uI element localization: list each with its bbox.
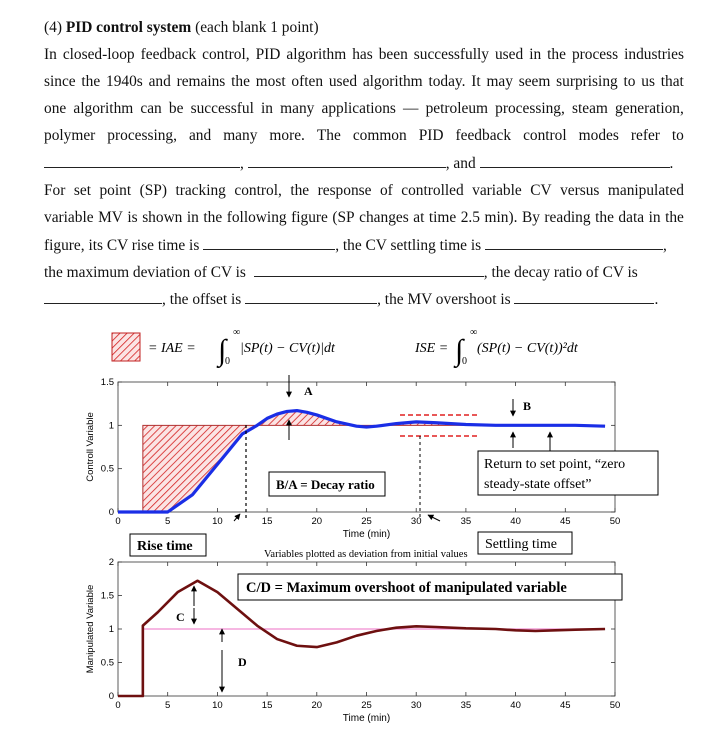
word: the	[595, 209, 614, 226]
settling-time-text: , the CV settling time is	[335, 237, 482, 254]
x-tick-label: 35	[460, 700, 472, 711]
word: applications	[321, 100, 396, 117]
word: remains	[176, 73, 226, 90]
word: refer	[630, 127, 660, 144]
x-tick-label: 40	[510, 516, 521, 527]
mv-overshoot-label: C/D = Maximum overshoot of manipulated variable	[246, 580, 567, 596]
mv-overshoot-text: , the MV overshoot is	[377, 291, 511, 308]
y-tick-label: 0.5	[100, 463, 114, 475]
word: point	[99, 182, 132, 199]
deviation-note: Variables plotted as deviation from initial values	[264, 549, 468, 560]
x-tick-label: 45	[560, 700, 571, 711]
y-tick-label: 0	[108, 507, 114, 518]
y-tick-label: 2	[108, 557, 114, 568]
question-title: PID control system	[65, 19, 192, 36]
word: to	[671, 127, 684, 144]
x-tick-label: 5	[165, 700, 171, 711]
word: steam	[571, 100, 608, 117]
word: tracking	[175, 182, 226, 199]
word: the	[81, 73, 101, 90]
word: surprising	[556, 73, 618, 90]
rise-time-label: Rise time	[137, 539, 193, 554]
word: 2.5	[460, 209, 480, 226]
word: at	[413, 209, 425, 226]
max-deviation-text: the maximum deviation of CV is	[44, 264, 246, 281]
word: the	[665, 209, 684, 226]
word: CV	[530, 182, 552, 199]
x-tick-label: 50	[609, 516, 621, 527]
word: response	[317, 182, 372, 199]
y-tick-label: 1	[108, 420, 114, 432]
x-tick-label: 35	[460, 516, 472, 527]
word: the	[231, 73, 250, 90]
word: In	[44, 46, 57, 63]
y-tick-label: 0.5	[100, 657, 114, 669]
x-tick-label: 10	[212, 516, 223, 527]
x-tick-label: 45	[560, 516, 571, 527]
word: following	[226, 209, 287, 226]
word: us	[641, 73, 655, 90]
word: data	[618, 209, 645, 226]
word: set	[73, 182, 91, 199]
word: control,	[234, 182, 282, 199]
x-tick-label: 10	[212, 700, 223, 711]
word: processing,	[107, 127, 177, 144]
period: .	[654, 291, 659, 308]
word: many	[223, 127, 258, 144]
x-tick-label: 20	[311, 700, 323, 711]
y-tick-label: 1.5	[100, 377, 114, 388]
x-tick-label: 25	[361, 700, 372, 711]
word: processing,	[495, 100, 565, 117]
word: controlled	[401, 182, 464, 199]
and-text: , and	[445, 155, 476, 172]
x-tick-label: 40	[510, 700, 521, 711]
word: common	[352, 127, 407, 144]
iae-label: = IAE =	[148, 341, 196, 356]
word: PID	[418, 127, 444, 144]
word: PID	[255, 46, 281, 63]
period: .	[669, 155, 674, 172]
word: one	[44, 100, 67, 117]
word: since	[44, 73, 76, 90]
x-tick-label: 30	[410, 700, 422, 711]
word: often	[291, 73, 324, 90]
x-tick-label: 15	[261, 516, 273, 527]
word: time	[428, 209, 457, 226]
word: reading	[544, 209, 591, 226]
rise-time-arrow	[234, 514, 240, 521]
return-setpoint-line1: Return to set point, “zero	[484, 457, 626, 472]
iae-integrand: |SP(t) − CV(t)|dt	[240, 341, 335, 356]
comma: ,	[240, 155, 244, 172]
return-setpoint-line2: steady-state offset”	[484, 477, 592, 492]
word: used	[328, 73, 358, 90]
x-axis-label: Time (min)	[342, 529, 391, 540]
x-tick-label: 5	[165, 516, 171, 527]
word: It	[471, 73, 481, 90]
word: By	[521, 209, 540, 226]
word: 1940s	[106, 73, 143, 90]
word: the	[547, 46, 566, 63]
x-tick-label: 50	[609, 700, 621, 711]
label-a: A	[304, 384, 313, 398]
question-note: (each blank 1 point)	[195, 19, 319, 36]
word: The	[316, 127, 341, 144]
word: polymer	[44, 127, 96, 144]
word: variable	[44, 209, 94, 226]
word: be	[168, 100, 184, 117]
word: in	[261, 100, 273, 117]
word: in	[529, 46, 542, 63]
word: and	[188, 127, 212, 144]
word: in	[648, 209, 661, 226]
word: —	[403, 100, 419, 117]
ise-upper-limit: ∞	[470, 327, 478, 338]
word: closed-loop	[62, 46, 135, 63]
y-tick-label: 0	[108, 691, 114, 702]
word: control	[523, 127, 567, 144]
word: (SP	[332, 209, 355, 226]
x-tick-label: 15	[261, 700, 273, 711]
x-tick-label: 30	[410, 516, 422, 527]
word: algorithm	[73, 100, 134, 117]
integral-sign-ise: ∫	[455, 334, 464, 367]
word: and	[148, 73, 171, 90]
word: generation,	[615, 100, 684, 117]
y-tick-label: 1.5	[100, 590, 114, 602]
decay-ratio-label: B/A = Decay ratio	[276, 477, 375, 492]
word: the	[203, 209, 223, 226]
word: in	[186, 209, 199, 226]
word: algorithm	[286, 46, 347, 63]
word: petroleum	[425, 100, 488, 117]
label-d: D	[238, 655, 247, 669]
iae-upper-limit: ∞	[233, 327, 241, 338]
word: feedback	[140, 46, 197, 63]
word: today.	[428, 73, 466, 90]
ise-label: ISE =	[415, 341, 449, 356]
word: feedback	[455, 127, 512, 144]
word: to	[623, 73, 636, 90]
label-c: C	[176, 610, 185, 624]
word: that	[660, 73, 684, 90]
word: used	[494, 46, 524, 63]
y-axis-label: Controll Variable	[85, 412, 96, 482]
word: has	[352, 46, 373, 63]
iae-legend-swatch	[112, 333, 140, 361]
rise-time-text: figure, its CV rise time is	[44, 237, 200, 254]
word: many	[280, 100, 315, 117]
word: of	[379, 182, 393, 199]
word: (SP)	[139, 182, 167, 199]
word: MV	[98, 209, 123, 226]
ise-lower-limit: 0	[462, 356, 467, 367]
word: changes	[359, 209, 409, 226]
word: versus	[560, 182, 600, 199]
x-axis-label: Time (min)	[342, 713, 391, 724]
word: may	[486, 73, 513, 90]
word: shown	[142, 209, 183, 226]
word: the	[290, 182, 310, 199]
word: seem	[518, 73, 551, 90]
settling-time-arrow	[428, 515, 440, 521]
question-number: (4)	[44, 19, 62, 36]
word: process	[571, 46, 619, 63]
word: successful	[190, 100, 254, 117]
word: min).	[484, 209, 518, 226]
word: been	[378, 46, 408, 63]
label-b: B	[523, 399, 532, 413]
word: is	[127, 209, 138, 226]
word: variable	[472, 182, 522, 199]
x-tick-label: 25	[361, 516, 372, 527]
word: control,	[202, 46, 250, 63]
y-axis-label: Manipulated Variable	[85, 584, 96, 674]
settling-time-label: Settling time	[485, 537, 557, 552]
ise-integrand: (SP(t) − CV(t))²dt	[477, 341, 578, 356]
x-tick-label: 0	[115, 700, 121, 711]
word: industries	[624, 46, 684, 63]
word: modes	[578, 127, 619, 144]
y-tick-label: 1	[108, 624, 114, 635]
word: figure	[291, 209, 328, 226]
word: most	[255, 73, 286, 90]
x-tick-label: 0	[115, 516, 121, 527]
word: successfully	[413, 46, 489, 63]
word: more.	[269, 127, 305, 144]
word: For	[44, 182, 66, 199]
comma: ,	[662, 237, 667, 254]
word: algorithm	[362, 73, 423, 90]
word: manipulated	[607, 182, 684, 199]
word: can	[140, 100, 162, 117]
offset-text: , the offset is	[162, 291, 242, 308]
integral-sign-iae: ∫	[218, 334, 227, 367]
iae-lower-limit: 0	[225, 356, 230, 367]
decay-ratio-text: , the decay ratio of CV is	[483, 264, 638, 281]
x-tick-label: 20	[311, 516, 323, 527]
